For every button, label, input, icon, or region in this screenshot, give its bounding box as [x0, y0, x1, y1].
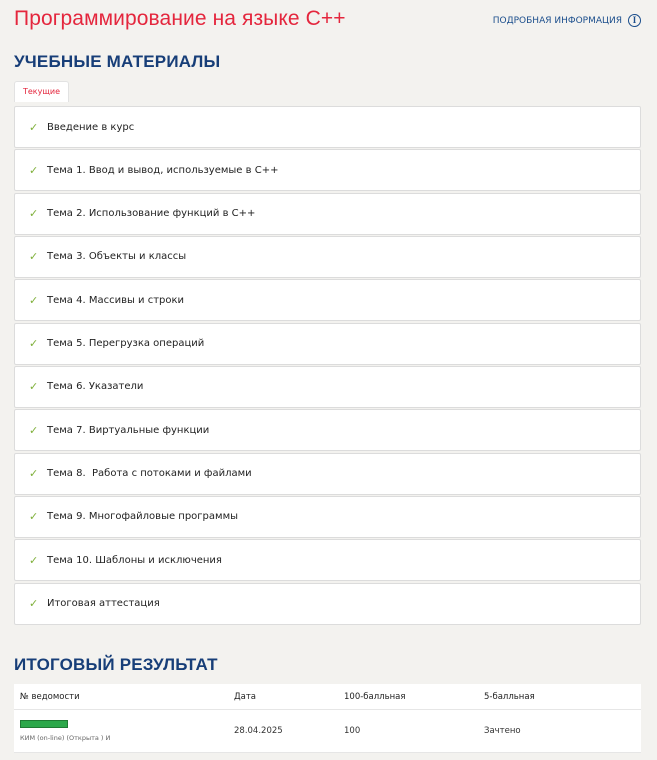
table-row	[14, 710, 641, 753]
check-icon: ✓	[29, 163, 39, 177]
topic-label: Введение в курс	[47, 121, 135, 133]
topic-label: Итоговая аттестация	[47, 598, 160, 610]
score5-cell: Зачтено	[484, 726, 521, 736]
tab-current[interactable]: Текущие	[14, 81, 69, 102]
check-icon: ✓	[29, 250, 39, 264]
topic-item[interactable]	[14, 453, 641, 495]
statement-name[interactable]: КИМ (on-line) (Открыта ) И	[20, 734, 111, 742]
topic-label: Тема 6. Указатели	[47, 381, 144, 393]
topic-item[interactable]	[14, 583, 641, 625]
check-icon: ✓	[29, 207, 39, 221]
materials-heading: УЧЕБНЫЕ МАТЕРИАЛЫ	[14, 52, 221, 71]
check-icon: ✓	[29, 467, 39, 481]
col-header-score100: 100-балльная	[344, 691, 406, 702]
topic-item[interactable]	[14, 366, 641, 408]
topic-item[interactable]	[14, 539, 641, 581]
check-icon: ✓	[29, 380, 39, 394]
course-title: Программирование на языке С++	[14, 7, 346, 30]
check-icon: ✓	[29, 337, 39, 351]
statement-cell	[14, 720, 228, 742]
col-header-date: Дата	[234, 691, 257, 702]
check-icon: ✓	[29, 423, 39, 437]
topic-item[interactable]	[14, 106, 641, 148]
topic-label: Тема 1. Ввод и вывод, используемые в С++	[47, 164, 279, 176]
score100-cell: 100	[344, 726, 361, 736]
topic-label: Тема 9. Многофайловые программы	[47, 511, 239, 523]
topic-label: Тема 10. Шаблоны и исключения	[47, 554, 222, 566]
results-table	[14, 684, 641, 753]
topic-label: Тема 4. Массивы и строки	[47, 294, 185, 306]
date-cell: 28.04.2025	[234, 726, 283, 736]
topic-label: Тема 7. Виртуальные функции	[47, 424, 210, 436]
check-icon: ✓	[29, 293, 39, 307]
col-header-score5: 5-балльная	[484, 691, 535, 702]
progress-bar	[20, 720, 68, 728]
more-info-label: ПОДРОБНАЯ ИНФОРМАЦИЯ	[492, 15, 622, 26]
topic-label: Тема 5. Перегрузка операций	[47, 338, 205, 350]
topic-item[interactable]	[14, 236, 641, 278]
topic-label: Тема 3. Объекты и классы	[47, 251, 187, 263]
check-icon: ✓	[29, 553, 39, 567]
topic-item[interactable]	[14, 323, 641, 365]
topic-item[interactable]	[14, 149, 641, 191]
topic-item[interactable]	[14, 409, 641, 451]
check-icon: ✓	[29, 597, 39, 611]
progress-fill	[21, 721, 67, 727]
more-info-link[interactable]	[493, 14, 641, 27]
topics-list	[14, 106, 641, 626]
topic-item[interactable]	[14, 279, 641, 321]
info-icon[interactable]: I	[628, 14, 641, 27]
topic-label: Тема 2. Использование функций в С++	[47, 208, 256, 220]
results-heading: ИТОГОВЫЙ РЕЗУЛЬТАТ	[14, 655, 218, 674]
topic-item[interactable]	[14, 496, 641, 538]
check-icon: ✓	[29, 510, 39, 524]
check-icon: ✓	[29, 120, 39, 134]
topic-item[interactable]	[14, 193, 641, 235]
results-header-row	[14, 684, 641, 710]
col-header-statement: № ведомости	[20, 691, 80, 702]
topic-label: Тема 8. Работа с потоками и файлами	[47, 468, 252, 480]
